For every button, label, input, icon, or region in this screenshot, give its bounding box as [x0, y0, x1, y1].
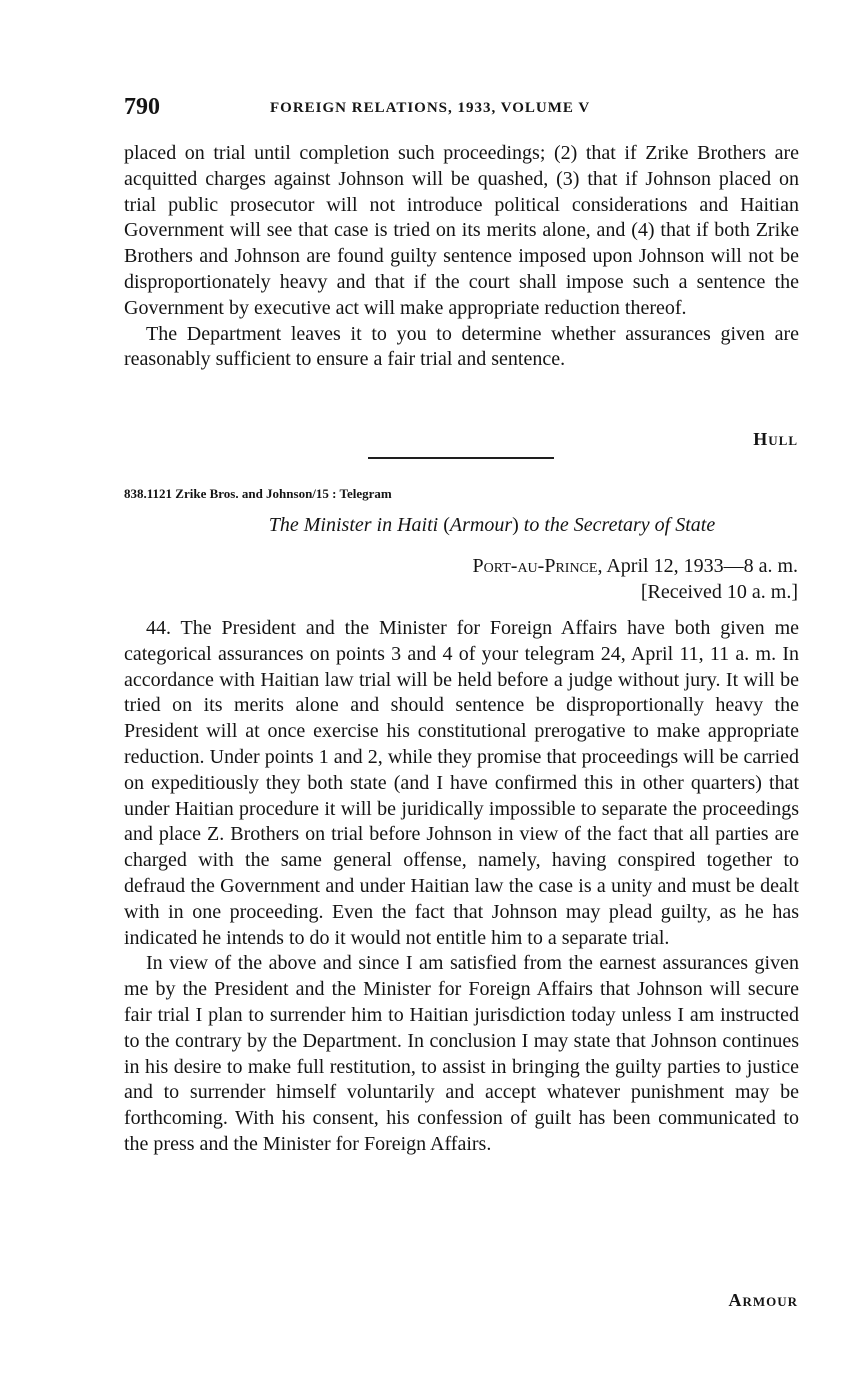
file-reference: 838.1121 Zrike Bros. and Johnson/15 : Telegram	[124, 486, 392, 501]
previous-telegram-body	[124, 141, 799, 373]
body-paragraph: The Department leaves it to you to determine whether assurances given are reasonably sufficient to ensure a fair trial and sentence.	[124, 322, 799, 371]
telegram-body	[124, 616, 799, 1158]
received-note: [Received 10 a. m.]	[640, 581, 798, 603]
body-paragraph: 44. The President and the Minister for Foreign Affairs have both given me categorical assurances on points 3 and 4 of your telegram 24, April 11, 11 a. m. In accordance with Haitian law trial will be held before a judge without jury. It will be tried on its merits alone and should sentence be disproportionally heavy the President will at once exercise his constitutional prerogative to make appropriate reduction. Under points 1 and 2, while they promise that proceedings will be carried on expeditiously they both state (and I have confirmed this in other quarters) that under Haitian procedure it will be juridically impossible to separate the proceedings and place Z. Brothers on trial before Johnson in view of the fact that all parties are charged with the same general offense, namely, having conspired together to defraud the Government and under Haitian law the case is a unity and must be dealt with in one proceeding. Even the fact that Johnson may plead guilty, as he has indicated he intends to do it would not entitle him to a separate trial.	[124, 617, 799, 949]
place-name: Port-au-Prince,	[472, 555, 603, 577]
signature-hull: Hull	[753, 429, 798, 449]
body-paragraph: In view of the above and since I am satisfied from the earnest assurances given me by the President and the Minister for Foreign Affairs that Johnson will secure fair trial I plan to surrender him to Haitian jurisdiction today unless I am instructed to the contrary by the Department. In conclusion I may state that Johnson continues in his desire to make full restitution, to assist in bringing the guilty parties to justice and to surrender himself voluntarily and accept whatever punishment may be forthcoming. With his consent, his confession of guilt has been communicated to the press and the Minister for Foreign Affairs.	[124, 952, 799, 1155]
page-header	[124, 92, 798, 126]
section-divider	[368, 457, 554, 459]
running-title: FOREIGN RELATIONS, 1933, VOLUME V	[270, 100, 591, 116]
continued-paragraph: placed on trial until completion such proceedings; (2) that if Zrike Brothers are acquitted charges against Johnson will be quashed, (3) that if Johnson placed on trial public prosecutor will not introduce political considerations and Haitian Government will see that case is tried on its merits alone, and (4) that if both Zrike Brothers and Johnson are found guilty sentence imposed upon Johnson will not be disproportionately heavy and that if the court shall impose such a sentence the Government by executive act will make appropriate reduction thereof.	[124, 142, 799, 319]
date-time: April 12, 1933—8 a. m.	[602, 555, 798, 577]
page-number: 790	[124, 94, 160, 120]
dateline	[318, 553, 798, 605]
document-title: The Minister in Haiti (Armour) to the Secretary of State	[268, 514, 716, 536]
signature-armour: Armour	[728, 1290, 798, 1310]
